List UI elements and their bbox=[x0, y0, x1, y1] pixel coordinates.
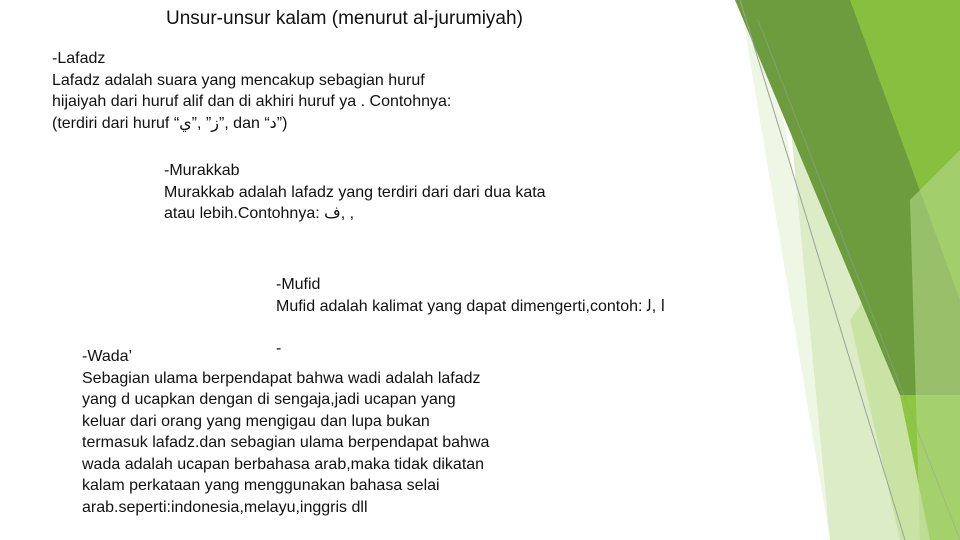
mufid-heading: -Mufid bbox=[276, 276, 321, 293]
section-mufid bbox=[276, 274, 665, 317]
lafadz-line: (terdiri dari huruf “ز” ,”ي”, dan “د”) bbox=[52, 114, 288, 132]
wada-line: Sebagian ulama berpendapat bahwa wadi adalah lafadz bbox=[82, 369, 481, 387]
section-wada bbox=[82, 346, 489, 518]
section-lafadz bbox=[52, 48, 451, 134]
murakkab-line: atau lebih.Contohnya: ﻑ, , bbox=[164, 205, 355, 222]
wada-line: kalam perkataan yang menggunakan bahasa selai bbox=[82, 477, 440, 494]
murakkab-heading: -Murakkab bbox=[164, 162, 240, 179]
slide-title: Unsur-unsur kalam (menurut al-jurumiyah) bbox=[166, 8, 523, 29]
lafadz-heading: -Lafadz bbox=[52, 50, 106, 67]
wada-line: wada adalah ucapan berbahasa arab,maka tidak dikatan bbox=[82, 455, 485, 473]
wada-line: keluar dari orang yang mengigau dan lupa bukan bbox=[82, 412, 430, 430]
lafadz-line: hijaiyah dari huruf alif dan di akhiri huruf ya . Contohnya: bbox=[52, 93, 452, 110]
murakkab-line: Murakkab adalah lafadz yang terdiri dari dari dua kata bbox=[164, 183, 546, 201]
section-murakkab bbox=[164, 160, 546, 225]
lafadz-line: Lafadz adalah suara yang mencakup sebagian huruf bbox=[52, 71, 425, 89]
wada-line: yang d ucapkan dengan di sengaja,jadi ucapan yang bbox=[82, 391, 456, 408]
wada-heading: -Wada’ bbox=[82, 348, 133, 365]
stray-dash: - bbox=[276, 340, 282, 357]
wada-line: arab.seperti:indonesia,melayu,inggris dll bbox=[82, 498, 368, 516]
wada-line: termasuk lafadz.dan sebagian ulama berpendapat bahwa bbox=[82, 434, 490, 451]
mufid-line: Mufid adalah kalimat yang dapat dimengerti,contoh: ﺍ ,ﻟ bbox=[276, 297, 666, 315]
